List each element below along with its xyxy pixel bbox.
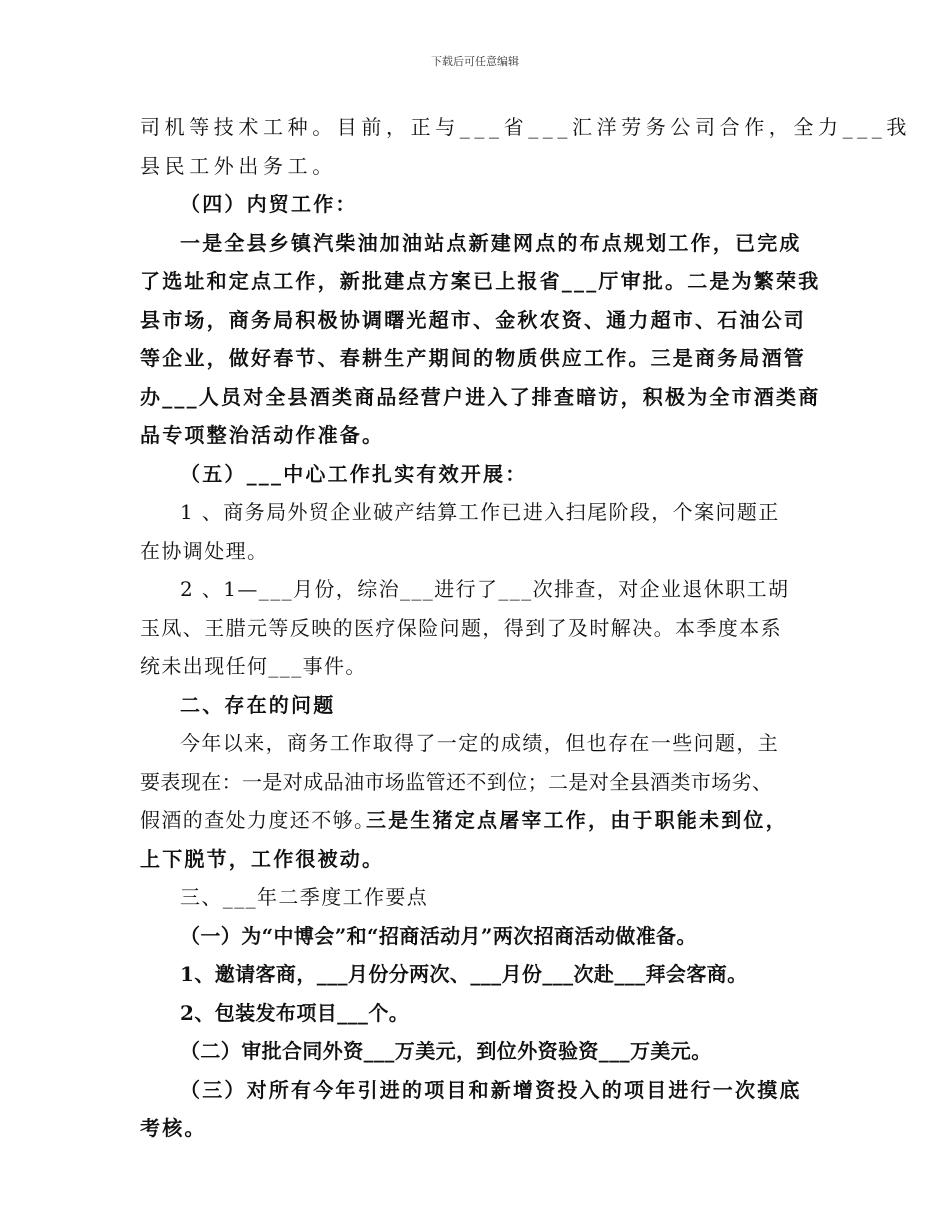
section-heading: 三、___年二季度工作要点 bbox=[180, 885, 429, 909]
text-line: 统未出现任何___事件。 bbox=[140, 654, 367, 678]
text-line: 要表现在：一是对成品油市场监管还不到位；二是对全县酒类市场劣、 bbox=[140, 770, 773, 794]
section-heading: （四）内贸工作： bbox=[180, 192, 358, 216]
text-line: 上下脱节，工作很被动。 bbox=[140, 847, 385, 871]
text-line: （二）审批合同外资___万美元，到位外资验资___万美元。 bbox=[180, 1039, 712, 1063]
text-line: 县市场，商务局积极协调曙光超市、金秋农资、通力超市、石油公司 bbox=[140, 308, 806, 332]
text-line: 1 、商务局外贸企业破产结算工作已进入扫尾阶段，个案问题正 bbox=[180, 500, 780, 524]
text-line: 司机等技术工种。目前，正与___省___汇洋劳务公司合作，全力___我 bbox=[140, 115, 911, 139]
text-line: 考核。 bbox=[140, 1116, 207, 1140]
text-line: 在协调处理。 bbox=[140, 539, 269, 563]
section-heading: （五）___中心工作扎实有效开展： bbox=[180, 462, 528, 486]
text-line: 2、包装发布项目___个。 bbox=[180, 1001, 410, 1025]
page-header: 下载后可任意编辑 bbox=[431, 55, 519, 68]
text-line: 假酒的查处力度还不够。 bbox=[140, 808, 376, 832]
text-line: 今年以来，商务工作取得了一定的成绩，但也存在一些问题，主 bbox=[180, 731, 780, 755]
text-line: 一是全县乡镇汽柴油加油站点新建网点的布点规划工作，已完成 bbox=[180, 231, 802, 255]
text-line: 办___人员对全县酒类商品经营户进入了排查暗访，积极为全市酒类商 bbox=[140, 385, 821, 409]
text-line: 品专项整治活动作准备。 bbox=[140, 423, 385, 447]
text-line: （三）对所有今年引进的项目和新增资投入的项目进行一次摸底 bbox=[180, 1078, 802, 1102]
text-line: 等企业，做好春节、春耕生产期间的物质供应工作。三是商务局酒管 bbox=[140, 346, 806, 370]
text-line: 1、邀请客商，___月份分两次、___月份___次赴___拜会客商。 bbox=[180, 962, 748, 986]
text-line: 2 、1—___月份，综治___进行了___次排查，对企业退休职工胡 bbox=[180, 577, 790, 601]
text-line: 了选址和定点工作，新批建点方案已上报省___厅审批。二是为繁荣我 bbox=[140, 269, 821, 293]
text-line: 县民工外出务工。 bbox=[140, 154, 337, 178]
text-line: 玉凤、王腊元等反映的医疗保险问题，得到了及时解决。本季度本系 bbox=[140, 616, 782, 640]
text-line: 三是生猪定点屠宰工作，由于职能未到位， bbox=[366, 808, 788, 832]
section-heading: 二、存在的问题 bbox=[180, 693, 336, 717]
text-line: （一）为“中博会”和“招商活动月”两次招商活动做准备。 bbox=[180, 924, 697, 948]
